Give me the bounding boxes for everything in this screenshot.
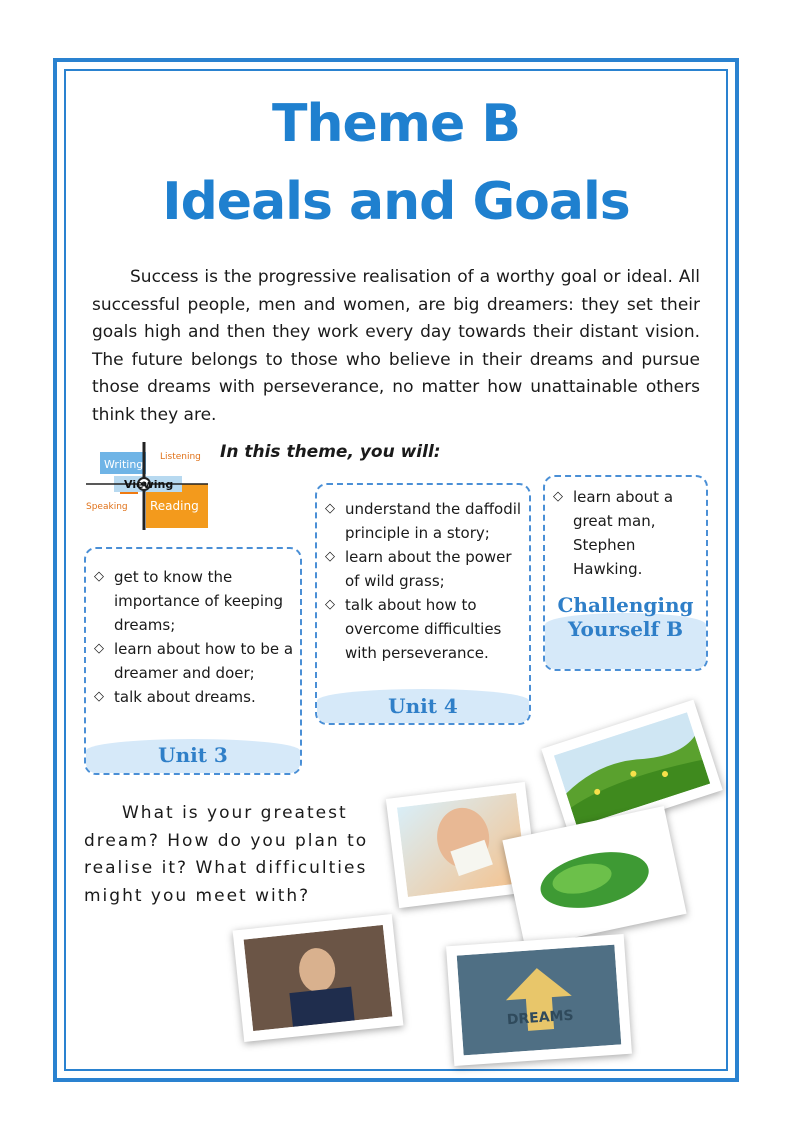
list-item: ◇ get to know the importance of keeping dreams; <box>90 565 294 637</box>
unit-4-label: Unit 4 <box>317 689 529 723</box>
skill-writing: Writing <box>104 458 144 471</box>
list-item: ◇ talk about how to overcome difficulties with perseverance. <box>321 593 525 665</box>
unit-4-box <box>315 483 531 725</box>
challenging-label-line2: Yourself B <box>567 617 683 641</box>
theme-intro-label: In this theme, you will: <box>220 442 441 462</box>
challenging-label <box>545 593 706 669</box>
list-item: ◇ learn about how to be a dreamer and doer; <box>90 637 294 685</box>
discussion-question: What is your greatest dream? How do you plan to realise it? What difficulties might you meet with? <box>84 803 369 906</box>
skills-icon <box>84 438 212 530</box>
theme-subtitle: Ideals and Goals <box>162 172 630 232</box>
photo-dreams-arrow <box>446 934 632 1066</box>
portrait-image <box>244 925 393 1031</box>
challenging-label-line1: Challenging <box>557 593 694 617</box>
theme-title: Theme B <box>272 94 520 154</box>
skill-viewing: Viewing <box>124 478 174 491</box>
list-item: ◇ understand the daffodil principle in a story; <box>321 497 525 545</box>
intro-paragraph: Success is the progressive realisation of a worthy goal or ideal. All successful people, men and women, are big dreamers: they set their goals high and then they work every day towards their distant vision. The future belongs to those who believe in their dreams and pursue those dreams with perseverance, no matter how unattainable others think they are. <box>92 267 700 425</box>
unit-3-label: Unit 3 <box>86 739 300 773</box>
unit-3-objectives <box>86 549 300 709</box>
skill-listening: Listening <box>160 452 201 462</box>
list-item: ◇ learn about the power of wild grass; <box>321 545 525 593</box>
photo-stephen-hawking <box>233 914 404 1042</box>
challenging-yourself-box <box>543 475 708 671</box>
list-item: ◇ talk about dreams. <box>90 685 294 709</box>
skill-reading: Reading <box>150 499 199 513</box>
unit-4-objectives <box>317 485 529 665</box>
list-item: ◇ learn about a great man, Stephen Hawking. <box>549 485 702 581</box>
svg-text:DREAMS: DREAMS <box>506 1007 575 1029</box>
grass-image <box>514 818 675 936</box>
challenging-objectives <box>545 477 706 581</box>
skill-speaking: Speaking <box>86 502 128 512</box>
unit-3-box <box>84 547 302 775</box>
dreams-arrow-image <box>457 945 622 1056</box>
